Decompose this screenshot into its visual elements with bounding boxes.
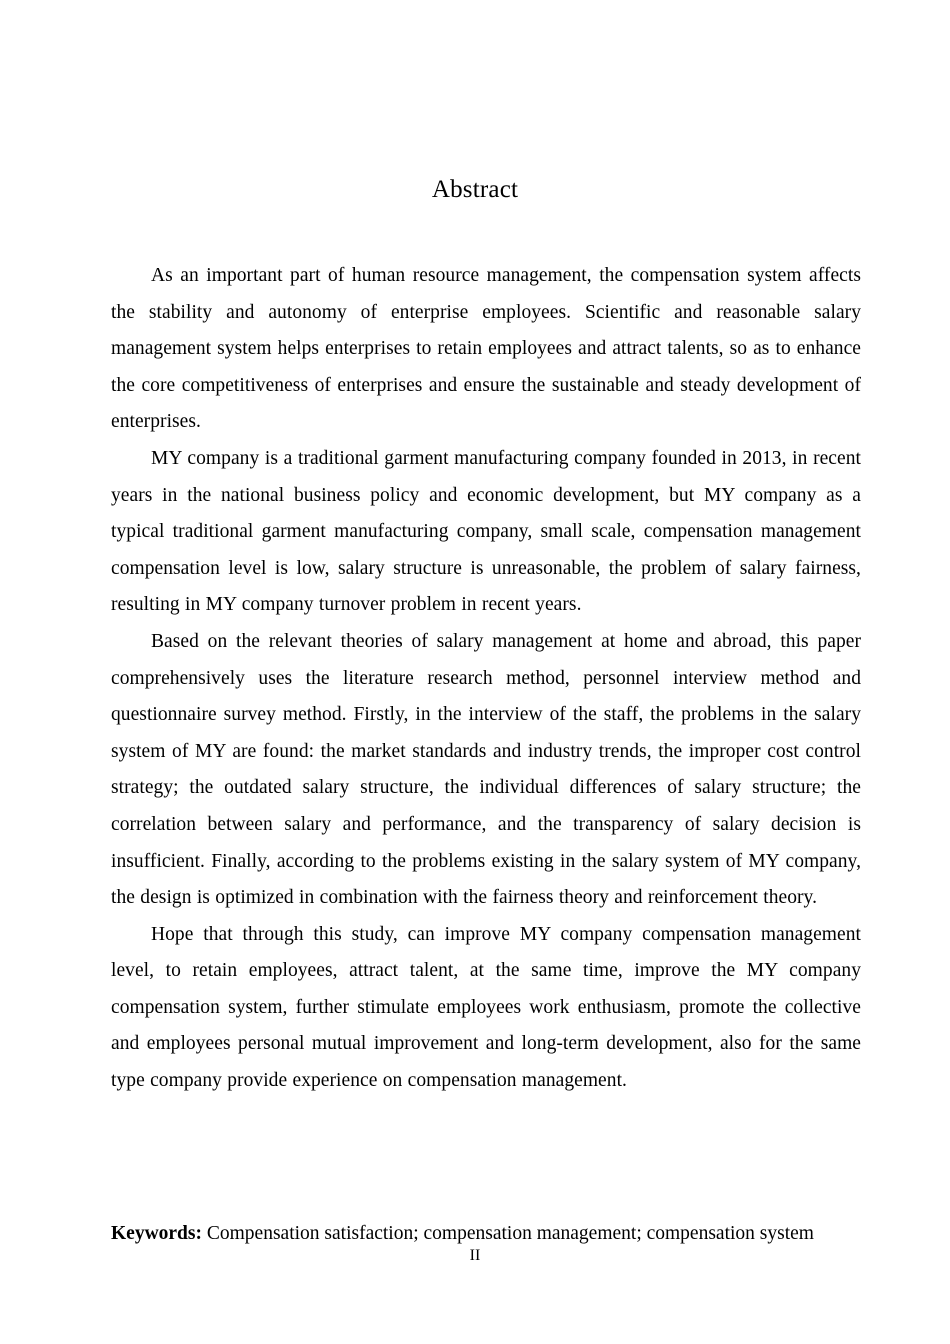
keywords-label: Keywords: — [111, 1222, 202, 1244]
abstract-body — [111, 258, 861, 1100]
abstract-paragraph: Hope that through this study, can improve MY company compensation management level, to retain employees, attract talent, at the same time, improve the MY company compensation system, further stimulate employees work enthusiasm, promote the collective and employees personal mutual improvement and long-term development, also for the same type company provide experience on compensation management. — [111, 923, 861, 1092]
keywords-line — [111, 1219, 861, 1249]
keywords-value: Compensation satisfaction; compensation management; compensation system — [206, 1222, 814, 1244]
abstract-paragraph: Based on the relevant theories of salary management at home and abroad, this paper comprehensively uses the literature research method, personnel interview method and questionnaire survey method. Firstly, in the interview of the staff, the problems in the salary system of MY are found: the market standards and industry trends, the improper cost control strategy; the outdated salary structure, the individual differences of salary structure; the correlation between salary and performance, and the transparency of salary decision is insufficient. Finally, according to the problems existing in the salary system of MY company, the design is optimized in combination with the fairness theory and reinforcement theory. — [111, 630, 861, 909]
page-title: Abstract — [431, 175, 519, 203]
abstract-paragraph: As an important part of human resource management, the compensation system affects the stability and autonomy of enterprise employees. Scientific and reasonable salary management system helps enterprises to retain employees and attract talents, so as to enhance the core competitiveness of enterprises and ensure the sustainable and steady development of enterprises. — [111, 265, 861, 433]
abstract-paragraph: MY company is a traditional garment manufacturing company founded in 2013, in recent years in the national business policy and economic development, but MY company as a typical traditional garment manufacturing company, small scale, compensation management compensation level is low, salary structure is unreasonable, the problem of salary fairness, resulting in MY company turnover problem in recent years. — [111, 447, 861, 616]
page-number: II — [469, 1247, 481, 1264]
